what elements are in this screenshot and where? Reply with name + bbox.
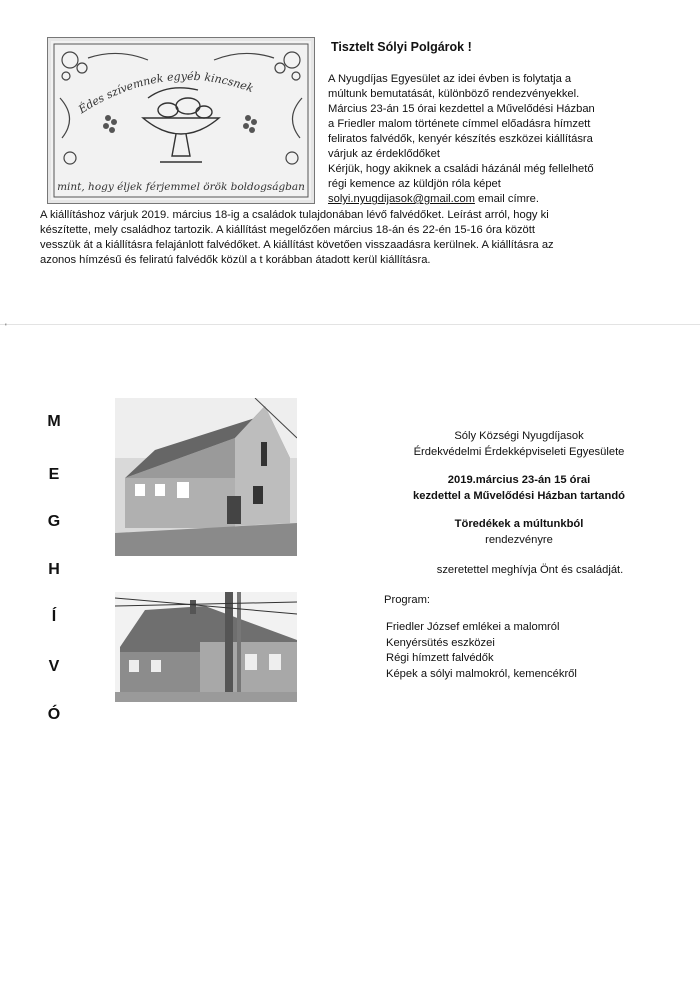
letter-line: várjuk az érdeklődőket [328,148,440,160]
program-label: Program: [384,594,431,606]
email-link[interactable]: solyi.nyugdijasok@gmail.com [328,193,475,205]
organization-name [365,428,673,460]
vertical-letter: Í [51,608,57,625]
event-title [365,516,673,548]
letter-line: a Friedler malom története címmel előadásra hímzett [328,118,591,130]
paragraph-line: azonos hímzésű és feliratú falvédők közül a t korábban átadott kerül kiállításra. [40,254,431,266]
letter-line: múltunk bemutatását, különböző rendezvényekkel. [328,88,580,100]
letter-line: Március 23-án 15 órai kezdettel a Művelődési Házban [328,103,595,115]
program-item: Régi hímzett falvédők [386,652,494,664]
old-house-photo [115,592,297,702]
letter-line: régi kemence az küldjön róla képet [328,178,501,190]
embroidery-bottom-text: mint, hogy éljek férjemmel örök boldogságban [57,181,305,193]
letter-line: Kérjük, hogy akiknek a családi házánál még fellelhető [328,163,594,175]
paragraph-line: A kiállításhoz várjuk 2019. március 18-ig a családok tulajdonában lévő falvédőket. Leírást arról, hogy ki [40,209,549,221]
org-line-2: Érdekvédelmi Érdekképviseleti Egyesülete [413,446,625,458]
fold-mark: ' [5,322,7,332]
vertical-letter: M [47,413,61,430]
paragraph-line: vesszük át a kiállításra felajánlott falvédőket. A kiállítást követően visszaadásra kerülnek. A kiállításra az [40,239,554,251]
program-list [386,620,676,682]
date-line-2: kezdettel a Művelődési Házban tartandó [413,490,625,502]
email-suffix: email címre. [474,193,539,205]
exhibition-paragraph [40,208,665,268]
email-line [328,192,658,207]
vertical-letter: G [47,513,61,530]
org-line-1: Sóly Községi Nyugdíjasok [454,430,584,442]
letter-greeting: Tisztelt Sólyi Polgárok ! [331,40,472,54]
vertical-letter: H [48,561,60,578]
program-item: Friedler József emlékei a malomról [386,621,560,633]
page-divider [0,324,700,325]
event-date [365,472,673,504]
event-suffix: rendezvényre [485,534,553,546]
vertical-letter: V [48,658,60,675]
event-name: Töredékek a múltunkból [454,518,584,530]
date-line-1: 2019.március 23-án 15 órai [447,474,591,486]
letter-line: feliratos falvédők, kenyér készítés eszközei kiállításra [328,133,593,145]
program-item: Kenyérsütés eszközei [386,636,495,649]
program-item: Képek a sólyi malmokról, kemencékről [386,667,577,680]
vertical-letter: Ó [47,706,61,723]
letter-line: A Nyugdíjas Egyesület az idei évben is folytatja a [328,73,572,85]
svg-text:Édes szívemnek egyéb kincsnek [75,70,256,117]
mill-building-photo [115,398,297,556]
vertical-letter: E [48,466,60,483]
letter-body [328,72,658,207]
embroidered-wall-hanging-image [47,37,315,204]
embroidery-top-text: Édes szívemnek egyéb kincsnek [76,69,256,117]
invite-text: szeretettel meghívja Önt és családját. [436,564,624,576]
paragraph-line: készítette, mely családhoz tartozik. A kiállítást megelőzően március 18-án és 22-én 15-16 óra között [40,224,535,236]
